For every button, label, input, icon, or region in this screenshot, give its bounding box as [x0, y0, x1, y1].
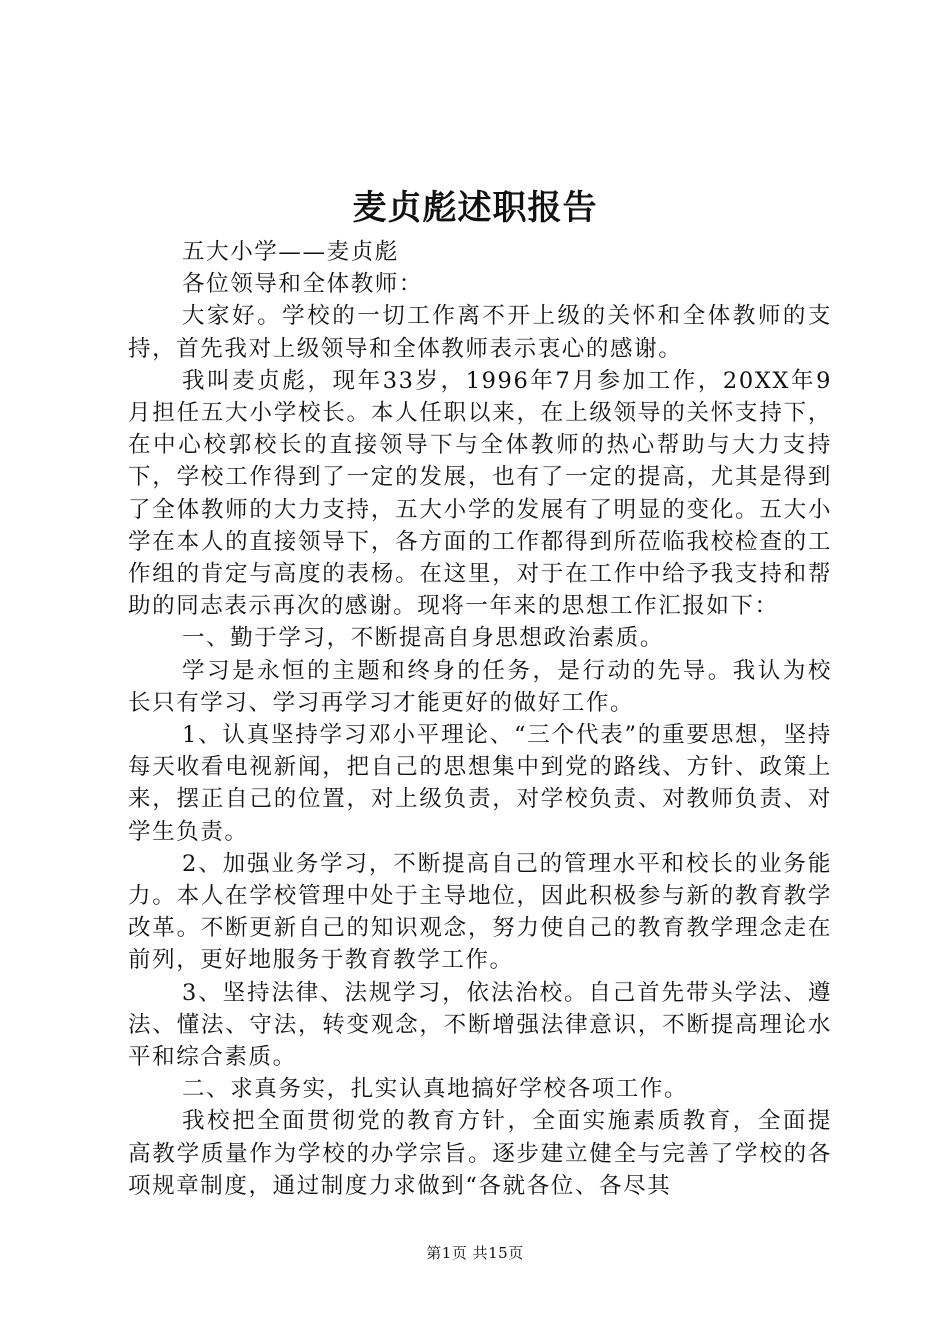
list-item: 3、坚持法律、法规学习，依法治校。自己首先带头学法、遵法、懂法、守法，转变观念，不断增强法律意识，不断提高理论水平和综合素质。 — [128, 979, 832, 1071]
section-heading: 二、求真务实，扎实认真地搞好学校各项工作。 — [182, 1076, 689, 1103]
author-line: 五大小学——麦贞彪 — [182, 239, 399, 265]
salutation: 各位领导和全体教师： — [182, 271, 424, 298]
list-item: 1、认真坚持学习邓小平理论、“三个代表”的重要思想，坚持每天收看电视新闻，把自己的思想集中到党的路线、方针、政策上来，摆正自己的位置，对上级负责，对学校负责、对教师负责、对学生负责。 — [128, 722, 832, 845]
body-paragraph: 大家好。学校的一切工作离不开上级的关怀和全体教师的支持，首先我对上级领导和全体教师表示衷心的感谢。 — [128, 303, 832, 362]
body-paragraph: 我校把全面贯彻党的教育方针，全面实施素质教育，全面提高教学质量作为学校的办学宗旨。逐步建立健全与完善了学校的各项规章制度，通过制度力求做到“各就各位、各尽其 — [128, 1108, 832, 1199]
body-paragraph: 我叫麦贞彪，现年33岁，1996年7月参加工作，20XX年9月担任五大小学校长。本人任职以来，在上级领导的关怀支持下，在中心校郭校长的直接领导下与全体教师的热心帮助与大力支持下，学校工作得到了一定的发展，也有了一定的提高，尤其是得到了全体教师的大力支持，五大小学的发展有了明显的变化。五大小学在本人的直接领导下，各方面的工作都得到所莅临我校检查的工作组的肯定与高度的表杨。在这里，对于在工作中给予我支持和帮助的同志表示再次的感谢。现将一年来的思想工作汇报如下： — [128, 367, 832, 620]
page-footer: 第1页 共15页 — [426, 1244, 524, 1262]
document-title: 麦贞彪述职报告 — [352, 188, 598, 228]
list-item: 2、加强业务学习，不断提高自己的管理水平和校长的业务能力。本人在学校管理中处于主导地位，因此积极参与新的教育教学改革。不断更新自己的知识观念，努力使自己的教育教学理念走在前列，更好地服务于教育教学工作。 — [128, 850, 832, 974]
section-heading: 一、勤于学习，不断提高自身思想政治素质。 — [182, 625, 665, 652]
body-paragraph: 学习是永恒的主题和终身的任务，是行动的先导。我认为校长只有学习、学习再学习才能更好的做好工作。 — [128, 657, 832, 716]
document-body — [128, 236, 832, 1202]
